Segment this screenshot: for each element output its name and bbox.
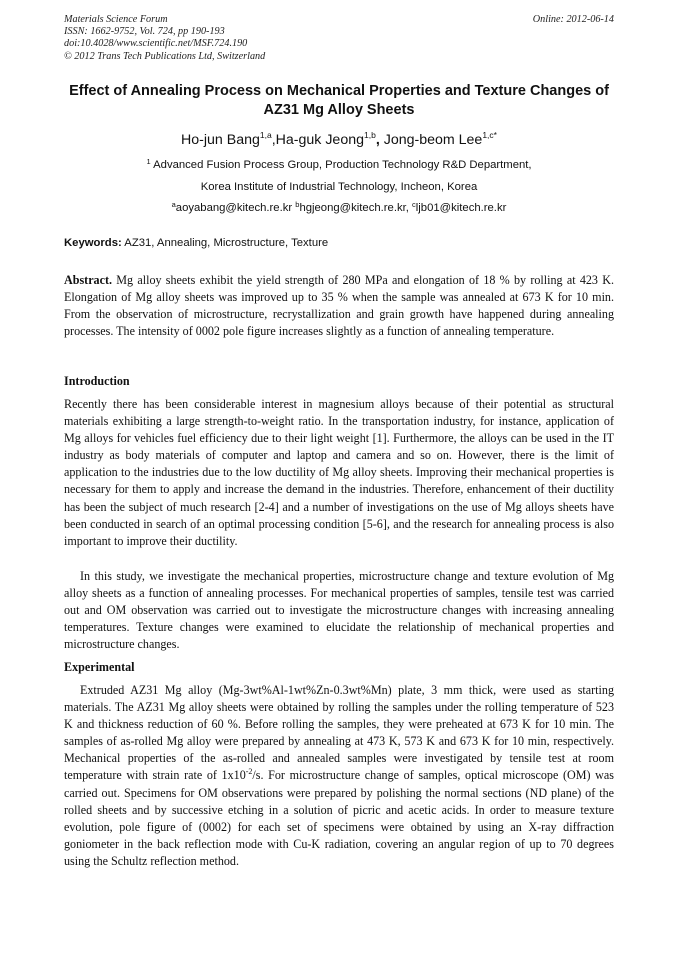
email-address[interactable]: hgjeong@kitech.re.kr bbox=[299, 202, 406, 214]
abstract-label: Abstract. bbox=[64, 273, 113, 287]
email-mark: a bbox=[171, 200, 176, 209]
author-name: Ha-guk Jeong bbox=[275, 132, 364, 148]
email-address[interactable]: ljb01@kitech.re.kr bbox=[415, 202, 507, 214]
abstract-text: Mg alloy sheets exhibit the yield strength of 280 MPa and elongation of 18 % by rolling at 423 K. Elongation of Mg alloy sheets was improved up to 35 % when the sample was annealed at 673 K for 10 min. From the observation of microstructure, recrystallization and grain growth have happened during annealing processes. The intensity of 0002 pole figure increases slightly as a function of annealing temperature. bbox=[64, 273, 614, 339]
author-affiliation-mark: 1,a bbox=[259, 130, 272, 140]
author-list: Ho-jun Bang$^{1,a}$,Ha-guk Jeong$^{1,b}$, Jong-beom Lee$^{1,c*}$ bbox=[181, 130, 497, 148]
paragraph-text: /s. For microstructure change of samples, optical microscope (OM) was carried out. Specimens for OM observations were prepared by polishing the normal sections (ND plane) of the rolled sheets and by successive etching in a solution of picric and acetic acids. In order to measure texture evolution, pole figure of (0002) for each set of specimens were obtained by using an X-ray diffraction goniometer in the back reflection mode with Cu-K radiation, covering an angular region of up to 70 degrees using the Schultz reflection method. bbox=[64, 768, 614, 868]
introduction-heading: Introduction bbox=[64, 374, 130, 388]
email-list: $^a$aoyabang@kitech.re.kr $^b$hgjeong@kitech.re.kr, $^c$ljb01@kitech.re.kr bbox=[171, 200, 507, 214]
introduction-paragraph-1 bbox=[64, 396, 614, 550]
email-mark: c bbox=[412, 200, 416, 209]
journal-header bbox=[64, 14, 265, 63]
journal-doi[interactable]: doi:10.4028/www.scientific.net/MSF.724.190 bbox=[64, 38, 248, 50]
paragraph-text: Extruded AZ31 Mg alloy (Mg-3wt%Al-1wt%Zn-0.3wt%Mn) plate, 3 mm thick, were used as starting materials. The AZ31 Mg alloy sheets were obtained by rolling the samples under the rolling temperature of 523 K and thickness reduction of 60 %. Before rolling the samples, they were preheated at 673 K for 10 min. The samples of as-rolled Mg alloy were prepared by annealing at 473 K, 573 K and 673 K for 10 min, respectively. Mechanical properties of the as-rolled and annealed samples were investigated by tensile test at room temperature with strain rate of 1x10 bbox=[64, 683, 614, 783]
author-affiliation-mark: 1,c* bbox=[482, 130, 497, 140]
affiliation-mark: 1 bbox=[146, 157, 151, 166]
keywords-text: AZ31, Annealing, Microstructure, Texture bbox=[124, 237, 329, 249]
abstract bbox=[64, 272, 614, 340]
exponent: -2 bbox=[245, 767, 253, 777]
affiliation-line-1 bbox=[64, 158, 614, 172]
journal-name: Materials Science Forum bbox=[64, 14, 168, 25]
experimental-paragraph-1 bbox=[64, 682, 614, 870]
paragraph-text: Recently there has been considerable interest in magnesium alloys because of their potential as structural materials exhibiting a large strength-to-weight ratio. In the transportation industry, for instance, application of Mg alloys for vehicles fuel efficiency due to their light weight [1]. Furthermore, the alloys can be used in the IT industry as body materials of computer and laptop and camera and so on. However, there is the limit of application to the industries due to the low ductility of Mg alloy sheets. Improving their mechanical properties is necessary for them to apply and increase the demand in the industries. Therefore, enhancement of their ductility has been the subject of much research [2-4] and a number of investigations on the use of Mg alloys sheets have been conducted in search of an optimal processing condition [5-6], and the research for annealing process is also important to improve their ductility. bbox=[64, 397, 614, 548]
paragraph-text: In this study, we investigate the mechanical properties, microstructure change and texture evolution of Mg alloy sheets as a function of annealing processes. For mechanical properties of samples, tensile test was carried out and OM observation was carried out to investigate the microstructure changes with increasing annealing temperatures. Texture changes were examined to elucidate the relationship of mechanical properties and microstructure changes. bbox=[64, 569, 614, 652]
online-date: Online: 2012-06-14 bbox=[532, 14, 614, 25]
keywords bbox=[64, 236, 614, 250]
email-mark: b bbox=[295, 200, 300, 209]
keywords-label: Keywords: bbox=[64, 237, 122, 249]
experimental-heading: Experimental bbox=[64, 660, 135, 674]
affiliation-line-2: Korea Institute of Industrial Technology, Incheon, Korea bbox=[200, 181, 478, 193]
journal-issn: ISSN: 1662-9752, Vol. 724, pp 190-193 bbox=[64, 26, 225, 38]
author-name: Jong-beom Lee bbox=[383, 132, 483, 148]
author-name: Ho-jun Bang bbox=[181, 132, 260, 148]
introduction-paragraph-2 bbox=[64, 568, 614, 653]
paper-title: Effect of Annealing Process on Mechanical Properties and Texture Changes of AZ31 Mg Alloy Sheets bbox=[69, 83, 609, 118]
author-affiliation-mark: 1,b bbox=[364, 130, 376, 140]
journal-copyright: © 2012 Trans Tech Publications Ltd, Switzerland bbox=[64, 50, 266, 62]
affiliation-text: Advanced Fusion Process Group, Production Technology R&D Department, bbox=[153, 159, 532, 171]
email-address[interactable]: aoyabang@kitech.re.kr bbox=[175, 202, 293, 214]
